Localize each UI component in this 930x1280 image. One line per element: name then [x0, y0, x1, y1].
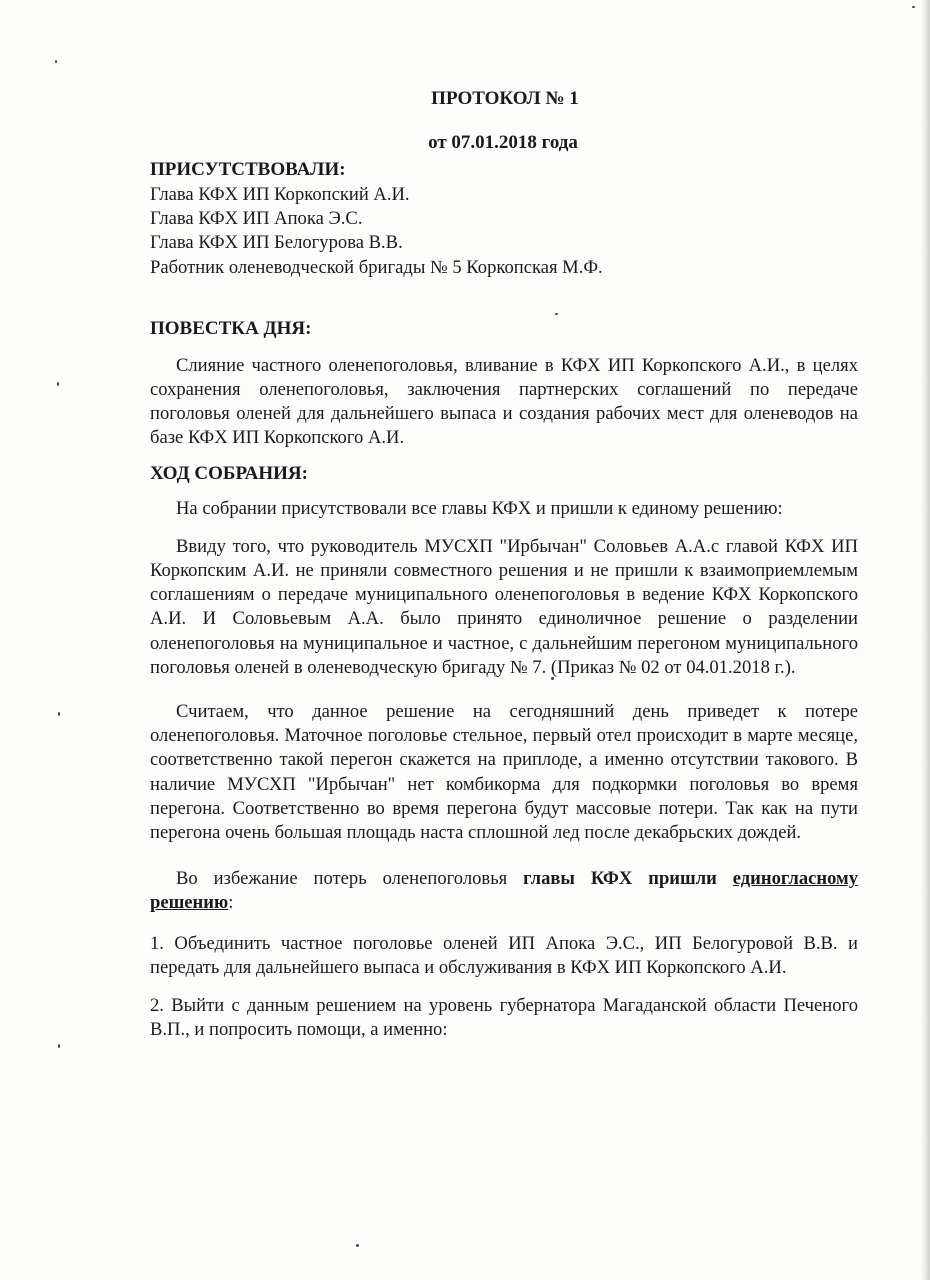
- decision-colon: :: [228, 892, 234, 914]
- decision-paragraph: [150, 867, 858, 915]
- agenda-heading: ПОВЕСТКА ДНЯ:: [150, 317, 312, 339]
- present-person: Глава КФХ ИП Коркопский А.И.: [150, 184, 410, 205]
- scan-speck: [912, 6, 915, 8]
- scan-speck: [58, 712, 60, 716]
- scan-page-edge: [920, 0, 930, 1280]
- scan-speck: [55, 60, 57, 63]
- agenda-text: Слияние частного оленепоголовья, вливание в КФХ ИП Коркопского А.И., в целях сохранения оленепоголовья, заключения партнерских соглашений по передаче поголовья оленей для дальнейшего выпаса и создания рабочих мест для оленеводов на базе КФХ ИП Коркопского А.И.: [150, 354, 858, 449]
- present-person: Работник оленеводческой бригады № 5 Коркопская М.Ф.: [150, 256, 603, 278]
- document-body: [150, 157, 858, 1042]
- decision-item: 2. Выйти с данным решением на уровень губернатора Магаданской области Печеного В.П., и попросить помощи, а именно:: [150, 995, 858, 1041]
- protocol-date: от 07.01.2018 года: [428, 132, 578, 153]
- protocol-title: ПРОТОКОЛ № 1: [431, 88, 579, 109]
- scan-speck: [57, 382, 59, 386]
- decision-underlined-text: единогласному решению: [150, 868, 859, 914]
- meeting-heading: ХОД СОБРАНИЯ:: [150, 462, 308, 484]
- meeting-paragraph: На собрании присутствовали все главы КФХ и пришли к единому решению:: [176, 497, 783, 519]
- present-heading: ПРИСУТСТВОВАЛИ:: [150, 159, 346, 180]
- decision-text: Во избежание потерь оленепоголовья: [176, 868, 524, 890]
- decision-bold-text: главы КФХ пришли: [523, 868, 733, 890]
- present-person: Глава КФХ ИП Белогурова В.В.: [150, 232, 403, 254]
- meeting-paragraph: Считаем, что данное решение на сегодняшний день приведет к потере оленепоголовья. Маточное поголовье стельное, первый отел происходит в марте месяце, соответственно такой перегон скажется на приплоде, а именно отсутствии такового. В наличие МУСХП "Ирбычан" нет комбикорма для подкормки поголовья во время перегона. Соответственно во время перегона будут массовые потери. Так как на пути перегона очень большая площадь наста сплошной лед после декабрьских дождей.: [150, 701, 858, 844]
- scan-speck: [356, 1244, 359, 1247]
- present-person: Глава КФХ ИП Апока Э.С.: [150, 208, 363, 230]
- meeting-paragraph: Ввиду того, что руководитель МУСХП "Ирбычан" Соловьев А.А.с главой КФХ ИП Коркопским А.И. не приняли совместного решения и не пришли к взаимоприемлемым соглашениям о передаче муниципального оленепоголовья в ведение КФХ Коркопского А.И. И Соловьевым А.А. было принято единоличное решение о разделении оленепоголовья на муниципальное и частное, с дальнейшим перегоном муниципального поголовья оленей в оленеводческую бригаду № 7. (Приказ № 02 от 04.01.2018 г.).: [150, 535, 858, 678]
- decision-item: 1. Объединить частное поголовье оленей ИП Апока Э.С., ИП Белогуровой В.В. и передать для дальнейшего выпаса и обслуживания в КФХ ИП Коркопского А.И.: [150, 932, 858, 978]
- scan-speck: [58, 1044, 60, 1048]
